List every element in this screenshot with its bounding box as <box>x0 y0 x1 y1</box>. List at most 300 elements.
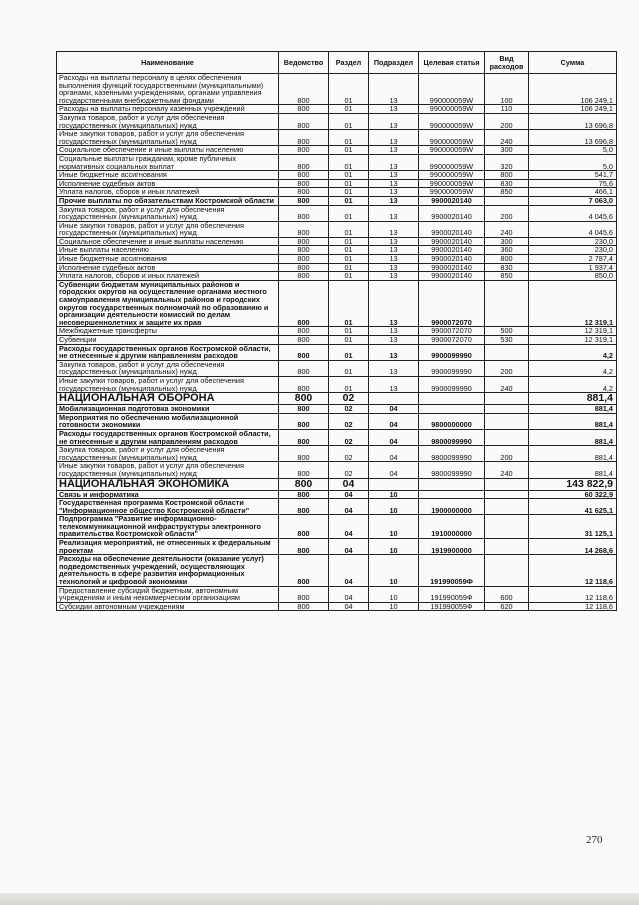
table-row <box>57 602 617 611</box>
table-row <box>57 130 617 146</box>
cell-target: 990000059W <box>419 179 485 188</box>
table-row <box>57 462 617 478</box>
cell-vedomstvo: 800 <box>279 154 329 170</box>
cell-podrazdel: 13 <box>369 196 419 205</box>
table-row <box>57 272 617 281</box>
header-sum: Сумма <box>529 52 617 74</box>
table-row <box>57 586 617 602</box>
cell-sum: 881,4 <box>529 393 617 405</box>
cell-vid: 530 <box>485 336 529 345</box>
cell-podrazdel: 13 <box>369 360 419 376</box>
cell-sum: 4,2 <box>529 360 617 376</box>
cell-podrazdel: 10 <box>369 490 419 499</box>
cell-sum: 881,4 <box>529 446 617 462</box>
cell-target: 191990059Ф <box>419 586 485 602</box>
table-body <box>57 74 617 611</box>
cell-razdel: 01 <box>329 376 369 392</box>
cell-vid <box>485 405 529 414</box>
cell-podrazdel: 04 <box>369 405 419 414</box>
cell-razdel: 01 <box>329 221 369 237</box>
cell-vid <box>485 429 529 445</box>
table-row <box>57 429 617 445</box>
cell-name: Закупка товаров, работ и услуг для обеспечения государственных (муниципальных) нужд <box>57 446 279 462</box>
cell-vedomstvo: 800 <box>279 429 329 445</box>
cell-name: Уплата налогов, сборов и иных платежей <box>57 272 279 281</box>
cell-vid <box>485 413 529 429</box>
cell-sum: 881,4 <box>529 429 617 445</box>
cell-target <box>419 490 485 499</box>
cell-vid: 850 <box>485 272 529 281</box>
table-row <box>57 499 617 515</box>
cell-vid: 240 <box>485 130 529 146</box>
cell-vid: 360 <box>485 246 529 255</box>
cell-name: Реализация мероприятий, не отнесенных к федеральным проектам <box>57 539 279 555</box>
cell-target: 9900099990 <box>419 376 485 392</box>
cell-target: 9900072070 <box>419 280 485 327</box>
cell-vedomstvo: 800 <box>279 327 329 336</box>
table-row <box>57 446 617 462</box>
cell-podrazdel: 04 <box>369 446 419 462</box>
table-row <box>57 246 617 255</box>
cell-vedomstvo: 800 <box>279 446 329 462</box>
cell-vedomstvo: 800 <box>279 376 329 392</box>
scan-bottom-edge <box>0 893 639 905</box>
cell-name: Расходы на выплаты персоналу в целях обеспечения выполнения функций государственными (муниципальными) органами, казенными учреждениями, органами управления государственными внебюджетными фондами <box>57 74 279 105</box>
cell-sum: 1 937,4 <box>529 263 617 272</box>
cell-name: Исполнение судебных актов <box>57 263 279 272</box>
table-row <box>57 344 617 360</box>
cell-sum: 541,7 <box>529 171 617 180</box>
cell-target: 191990059Ф <box>419 602 485 611</box>
cell-target: 990000059W <box>419 113 485 129</box>
cell-vedomstvo: 800 <box>279 602 329 611</box>
cell-sum: 106 249,1 <box>529 105 617 114</box>
cell-razdel: 01 <box>329 205 369 221</box>
cell-razdel: 01 <box>329 336 369 345</box>
table-header-row <box>57 52 617 74</box>
cell-target: 9900072070 <box>419 336 485 345</box>
cell-target: 9900020140 <box>419 255 485 264</box>
cell-razdel: 01 <box>329 263 369 272</box>
cell-target: 9900072070 <box>419 327 485 336</box>
table-row <box>57 539 617 555</box>
cell-razdel: 01 <box>329 146 369 155</box>
cell-podrazdel: 13 <box>369 344 419 360</box>
cell-name: Социальные выплаты гражданам, кроме публичных нормативных социальных выплат <box>57 154 279 170</box>
cell-vid: 850 <box>485 188 529 197</box>
cell-vid: 110 <box>485 105 529 114</box>
cell-vedomstvo: 800 <box>279 336 329 345</box>
cell-vedomstvo: 800 <box>279 490 329 499</box>
cell-razdel: 01 <box>329 171 369 180</box>
cell-sum: 2 787,4 <box>529 255 617 264</box>
cell-vid <box>485 344 529 360</box>
cell-target: 191990059Ф <box>419 555 485 586</box>
cell-razdel: 01 <box>329 237 369 246</box>
cell-target: 9800099990 <box>419 429 485 445</box>
cell-razdel: 02 <box>329 413 369 429</box>
cell-razdel: 01 <box>329 280 369 327</box>
cell-name: Уплата налогов, сборов и иных платежей <box>57 188 279 197</box>
cell-target: 9900099990 <box>419 344 485 360</box>
cell-name: Расходы государственных органов Костромской области, не отнесенные к другим направлениям расходов <box>57 429 279 445</box>
cell-podrazdel: 13 <box>369 171 419 180</box>
cell-vid <box>485 196 529 205</box>
cell-name: Расходы на обеспечение деятельности (оказание услуг) подведомственных учреждений, осуществляющих деятельность в сфере развития информационных технологий и цифровой экономики <box>57 555 279 586</box>
cell-razdel: 02 <box>329 393 369 405</box>
cell-vid: 620 <box>485 602 529 611</box>
cell-razdel: 01 <box>329 196 369 205</box>
cell-name: Предоставление субсидий бюджетным, автономным учреждениям и иным некоммерческим организациям <box>57 586 279 602</box>
cell-vid: 240 <box>485 376 529 392</box>
cell-podrazdel: 13 <box>369 113 419 129</box>
cell-sum: 13 696,8 <box>529 113 617 129</box>
cell-razdel: 01 <box>329 113 369 129</box>
cell-sum: 4,2 <box>529 344 617 360</box>
cell-vid: 200 <box>485 360 529 376</box>
cell-sum: 14 268,6 <box>529 539 617 555</box>
cell-podrazdel: 13 <box>369 179 419 188</box>
cell-podrazdel: 13 <box>369 376 419 392</box>
cell-target: 990000059W <box>419 74 485 105</box>
cell-vedomstvo: 800 <box>279 255 329 264</box>
cell-name: Мероприятия по обеспечению мобилизационной готовности экономики <box>57 413 279 429</box>
cell-target <box>419 405 485 414</box>
cell-podrazdel: 13 <box>369 130 419 146</box>
cell-name: Исполнение судебных актов <box>57 179 279 188</box>
cell-podrazdel: 13 <box>369 272 419 281</box>
header-vid: Вид расходов <box>485 52 529 74</box>
cell-name: Иные закупки товаров, работ и услуг для обеспечения государственных (муниципальных) нужд <box>57 130 279 146</box>
cell-podrazdel: 13 <box>369 327 419 336</box>
cell-vid: 240 <box>485 462 529 478</box>
cell-razdel: 01 <box>329 130 369 146</box>
cell-target: 9800099990 <box>419 462 485 478</box>
cell-vid <box>485 490 529 499</box>
header-target: Целевая статья <box>419 52 485 74</box>
cell-vedomstvo: 800 <box>279 205 329 221</box>
cell-vedomstvo: 800 <box>279 393 329 405</box>
cell-target <box>419 478 485 490</box>
cell-vid: 320 <box>485 154 529 170</box>
cell-podrazdel: 10 <box>369 515 419 539</box>
cell-vedomstvo: 800 <box>279 221 329 237</box>
cell-target: 9900020140 <box>419 196 485 205</box>
cell-target: 9900020140 <box>419 221 485 237</box>
cell-sum: 4 045,6 <box>529 205 617 221</box>
cell-vid: 830 <box>485 263 529 272</box>
cell-vedomstvo: 800 <box>279 196 329 205</box>
cell-vid: 300 <box>485 237 529 246</box>
header-razdel: Раздел <box>329 52 369 74</box>
cell-name: Мобилизационная подготовка экономики <box>57 405 279 414</box>
cell-target: 9900020140 <box>419 237 485 246</box>
cell-sum: 13 696,8 <box>529 130 617 146</box>
cell-razdel: 01 <box>329 255 369 264</box>
cell-vedomstvo: 800 <box>279 179 329 188</box>
table-row <box>57 74 617 105</box>
cell-vid: 600 <box>485 586 529 602</box>
cell-name: Государственная программа Костромской области "Информационное общество Костромской области" <box>57 499 279 515</box>
cell-name: Межбюджетные трансферты <box>57 327 279 336</box>
cell-sum: 106 249,1 <box>529 74 617 105</box>
cell-sum: 12 118,6 <box>529 555 617 586</box>
header-name: Наименование <box>57 52 279 74</box>
cell-vid <box>485 478 529 490</box>
cell-razdel: 01 <box>329 74 369 105</box>
cell-podrazdel: 13 <box>369 336 419 345</box>
cell-vedomstvo: 800 <box>279 462 329 478</box>
table-row <box>57 154 617 170</box>
cell-vid: 200 <box>485 446 529 462</box>
cell-name: Субсидии автономным учреждениям <box>57 602 279 611</box>
cell-target: 990000059W <box>419 130 485 146</box>
cell-vedomstvo: 800 <box>279 413 329 429</box>
cell-name: Иные выплаты населению <box>57 246 279 255</box>
cell-name: Закупка товаров, работ и услуг для обеспечения государственных (муниципальных) нужд <box>57 205 279 221</box>
table-row <box>57 515 617 539</box>
cell-vid: 240 <box>485 221 529 237</box>
cell-sum: 12 319,1 <box>529 327 617 336</box>
cell-razdel: 01 <box>329 179 369 188</box>
cell-target: 9900020140 <box>419 272 485 281</box>
cell-sum: 466,1 <box>529 188 617 197</box>
cell-podrazdel: 13 <box>369 188 419 197</box>
cell-podrazdel: 13 <box>369 237 419 246</box>
cell-razdel: 04 <box>329 478 369 490</box>
cell-vedomstvo: 800 <box>279 246 329 255</box>
cell-name: Иные закупки товаров, работ и услуг для обеспечения государственных (муниципальных) нужд <box>57 376 279 392</box>
cell-podrazdel: 13 <box>369 263 419 272</box>
table-row <box>57 555 617 586</box>
cell-name: Социальное обеспечение и иные выплаты населению <box>57 237 279 246</box>
cell-vedomstvo: 800 <box>279 105 329 114</box>
cell-name: Иные бюджетные ассигнования <box>57 171 279 180</box>
cell-vid: 300 <box>485 146 529 155</box>
cell-vid <box>485 515 529 539</box>
cell-podrazdel <box>369 393 419 405</box>
cell-vedomstvo: 800 <box>279 188 329 197</box>
header-podrazdel: Подраздел <box>369 52 419 74</box>
cell-vedomstvo: 800 <box>279 171 329 180</box>
cell-target: 9900020140 <box>419 205 485 221</box>
cell-name: Иные бюджетные ассигнования <box>57 255 279 264</box>
cell-podrazdel <box>369 478 419 490</box>
cell-target: 1900000000 <box>419 499 485 515</box>
cell-razdel: 01 <box>329 154 369 170</box>
page-number: 270 <box>586 834 603 846</box>
cell-razdel: 01 <box>329 105 369 114</box>
cell-podrazdel: 13 <box>369 255 419 264</box>
cell-name: Иные закупки товаров, работ и услуг для обеспечения государственных (муниципальных) нужд <box>57 462 279 478</box>
cell-vedomstvo: 800 <box>279 555 329 586</box>
cell-name: Иные закупки товаров, работ и услуг для обеспечения государственных (муниципальных) нужд <box>57 221 279 237</box>
cell-vedomstvo: 800 <box>279 499 329 515</box>
cell-sum: 143 822,9 <box>529 478 617 490</box>
cell-sum: 881,4 <box>529 413 617 429</box>
cell-target: 9900020140 <box>419 246 485 255</box>
cell-podrazdel: 13 <box>369 74 419 105</box>
cell-vid <box>485 555 529 586</box>
cell-sum: 881,4 <box>529 405 617 414</box>
table-row <box>57 255 617 264</box>
table-row <box>57 376 617 392</box>
cell-sum: 230,0 <box>529 246 617 255</box>
cell-podrazdel: 13 <box>369 221 419 237</box>
cell-target: 9900020140 <box>419 263 485 272</box>
cell-podrazdel: 13 <box>369 205 419 221</box>
cell-name: Закупка товаров, работ и услуг для обеспечения государственных (муниципальных) нужд <box>57 113 279 129</box>
cell-razdel: 01 <box>329 188 369 197</box>
table-row <box>57 113 617 129</box>
header-vedomstvo: Ведомство <box>279 52 329 74</box>
table-row <box>57 146 617 155</box>
cell-name: НАЦИОНАЛЬНАЯ ОБОРОНА <box>57 393 279 405</box>
cell-name: Связь и информатика <box>57 490 279 499</box>
cell-target: 990000059W <box>419 146 485 155</box>
table-row <box>57 490 617 499</box>
table-row <box>57 179 617 188</box>
cell-podrazdel: 13 <box>369 280 419 327</box>
table-row <box>57 393 617 405</box>
cell-podrazdel: 13 <box>369 146 419 155</box>
cell-target: 990000059W <box>419 188 485 197</box>
cell-sum: 5,0 <box>529 146 617 155</box>
cell-vid: 500 <box>485 327 529 336</box>
cell-razdel: 01 <box>329 327 369 336</box>
cell-razdel: 04 <box>329 586 369 602</box>
cell-target: 9800000000 <box>419 413 485 429</box>
table-row <box>57 196 617 205</box>
cell-razdel: 02 <box>329 429 369 445</box>
table-row <box>57 205 617 221</box>
table-row <box>57 413 617 429</box>
cell-podrazdel: 13 <box>369 154 419 170</box>
cell-sum: 41 625,1 <box>529 499 617 515</box>
cell-name: Субвенции бюджетам муниципальных районов и городских округов на осуществление органами местного самоуправления муниципальных районов и городских округов государственных полномочий по образованию и организации деятельности комиссий по делам несовершеннолетних и защите их прав <box>57 280 279 327</box>
cell-sum: 12 319,1 <box>529 336 617 345</box>
cell-vedomstvo: 800 <box>279 360 329 376</box>
cell-vedomstvo: 800 <box>279 515 329 539</box>
cell-sum: 60 322,9 <box>529 490 617 499</box>
cell-razdel: 02 <box>329 446 369 462</box>
cell-vid: 200 <box>485 113 529 129</box>
table-row <box>57 405 617 414</box>
cell-target: 1919900000 <box>419 539 485 555</box>
cell-vedomstvo: 800 <box>279 113 329 129</box>
cell-target: 990000059W <box>419 171 485 180</box>
cell-razdel: 04 <box>329 602 369 611</box>
cell-target: 9900099990 <box>419 360 485 376</box>
table-row <box>57 171 617 180</box>
cell-name: Прочие выплаты по обязательствам Костромской области <box>57 196 279 205</box>
table-row <box>57 280 617 327</box>
cell-vedomstvo: 800 <box>279 405 329 414</box>
cell-vid: 200 <box>485 205 529 221</box>
cell-vedomstvo: 800 <box>279 237 329 246</box>
table-row <box>57 188 617 197</box>
cell-razdel: 01 <box>329 344 369 360</box>
cell-podrazdel: 04 <box>369 413 419 429</box>
cell-vid <box>485 393 529 405</box>
cell-vedomstvo: 800 <box>279 74 329 105</box>
cell-name: Социальное обеспечение и иные выплаты населению <box>57 146 279 155</box>
cell-vid: 100 <box>485 74 529 105</box>
table-row <box>57 105 617 114</box>
cell-podrazdel: 10 <box>369 539 419 555</box>
cell-name: НАЦИОНАЛЬНАЯ ЭКОНОМИКА <box>57 478 279 490</box>
cell-vid: 830 <box>485 179 529 188</box>
cell-podrazdel: 04 <box>369 462 419 478</box>
cell-target: 990000059W <box>419 105 485 114</box>
cell-sum: 7 063,0 <box>529 196 617 205</box>
cell-vid <box>485 539 529 555</box>
cell-podrazdel: 04 <box>369 429 419 445</box>
cell-name: Расходы на выплаты персоналу казенных учреждений <box>57 105 279 114</box>
cell-vedomstvo: 800 <box>279 478 329 490</box>
cell-vid <box>485 499 529 515</box>
cell-sum: 4,2 <box>529 376 617 392</box>
cell-vedomstvo: 800 <box>279 344 329 360</box>
table-row <box>57 360 617 376</box>
cell-razdel: 01 <box>329 272 369 281</box>
cell-vid: 800 <box>485 171 529 180</box>
cell-razdel: 04 <box>329 490 369 499</box>
cell-target: 1910000000 <box>419 515 485 539</box>
cell-podrazdel: 10 <box>369 555 419 586</box>
cell-vedomstvo: 800 <box>279 280 329 327</box>
cell-name: Подпрограмма "Развитие информационно-телекоммуникационной инфраструктуры электронного правительства Костромской области" <box>57 515 279 539</box>
cell-target: 9800099990 <box>419 446 485 462</box>
cell-vedomstvo: 800 <box>279 263 329 272</box>
cell-vedomstvo: 800 <box>279 539 329 555</box>
cell-podrazdel: 10 <box>369 602 419 611</box>
cell-vid: 800 <box>485 255 529 264</box>
cell-sum: 75,6 <box>529 179 617 188</box>
cell-razdel: 04 <box>329 555 369 586</box>
cell-target <box>419 393 485 405</box>
cell-name: Закупка товаров, работ и услуг для обеспечения государственных (муниципальных) нужд <box>57 360 279 376</box>
cell-razdel: 02 <box>329 405 369 414</box>
cell-sum: 881,4 <box>529 462 617 478</box>
cell-sum: 12 319,1 <box>529 280 617 327</box>
cell-vedomstvo: 800 <box>279 130 329 146</box>
cell-name: Расходы государственных органов Костромской области, не отнесенные к другим направлениям расходов <box>57 344 279 360</box>
cell-sum: 5,0 <box>529 154 617 170</box>
cell-sum: 12 118,6 <box>529 586 617 602</box>
cell-vedomstvo: 800 <box>279 586 329 602</box>
cell-name: Субвенции <box>57 336 279 345</box>
cell-podrazdel: 13 <box>369 105 419 114</box>
cell-podrazdel: 10 <box>369 499 419 515</box>
cell-sum: 12 118,6 <box>529 602 617 611</box>
cell-target: 990000059W <box>419 154 485 170</box>
cell-vid <box>485 280 529 327</box>
table-row <box>57 336 617 345</box>
table-row <box>57 478 617 490</box>
cell-podrazdel: 13 <box>369 246 419 255</box>
cell-podrazdel: 10 <box>369 586 419 602</box>
cell-sum: 31 125,1 <box>529 515 617 539</box>
table-row <box>57 237 617 246</box>
budget-table <box>56 51 617 611</box>
cell-vedomstvo: 800 <box>279 272 329 281</box>
cell-razdel: 04 <box>329 499 369 515</box>
table-row <box>57 263 617 272</box>
table-row <box>57 221 617 237</box>
cell-vedomstvo: 800 <box>279 146 329 155</box>
cell-razdel: 01 <box>329 246 369 255</box>
